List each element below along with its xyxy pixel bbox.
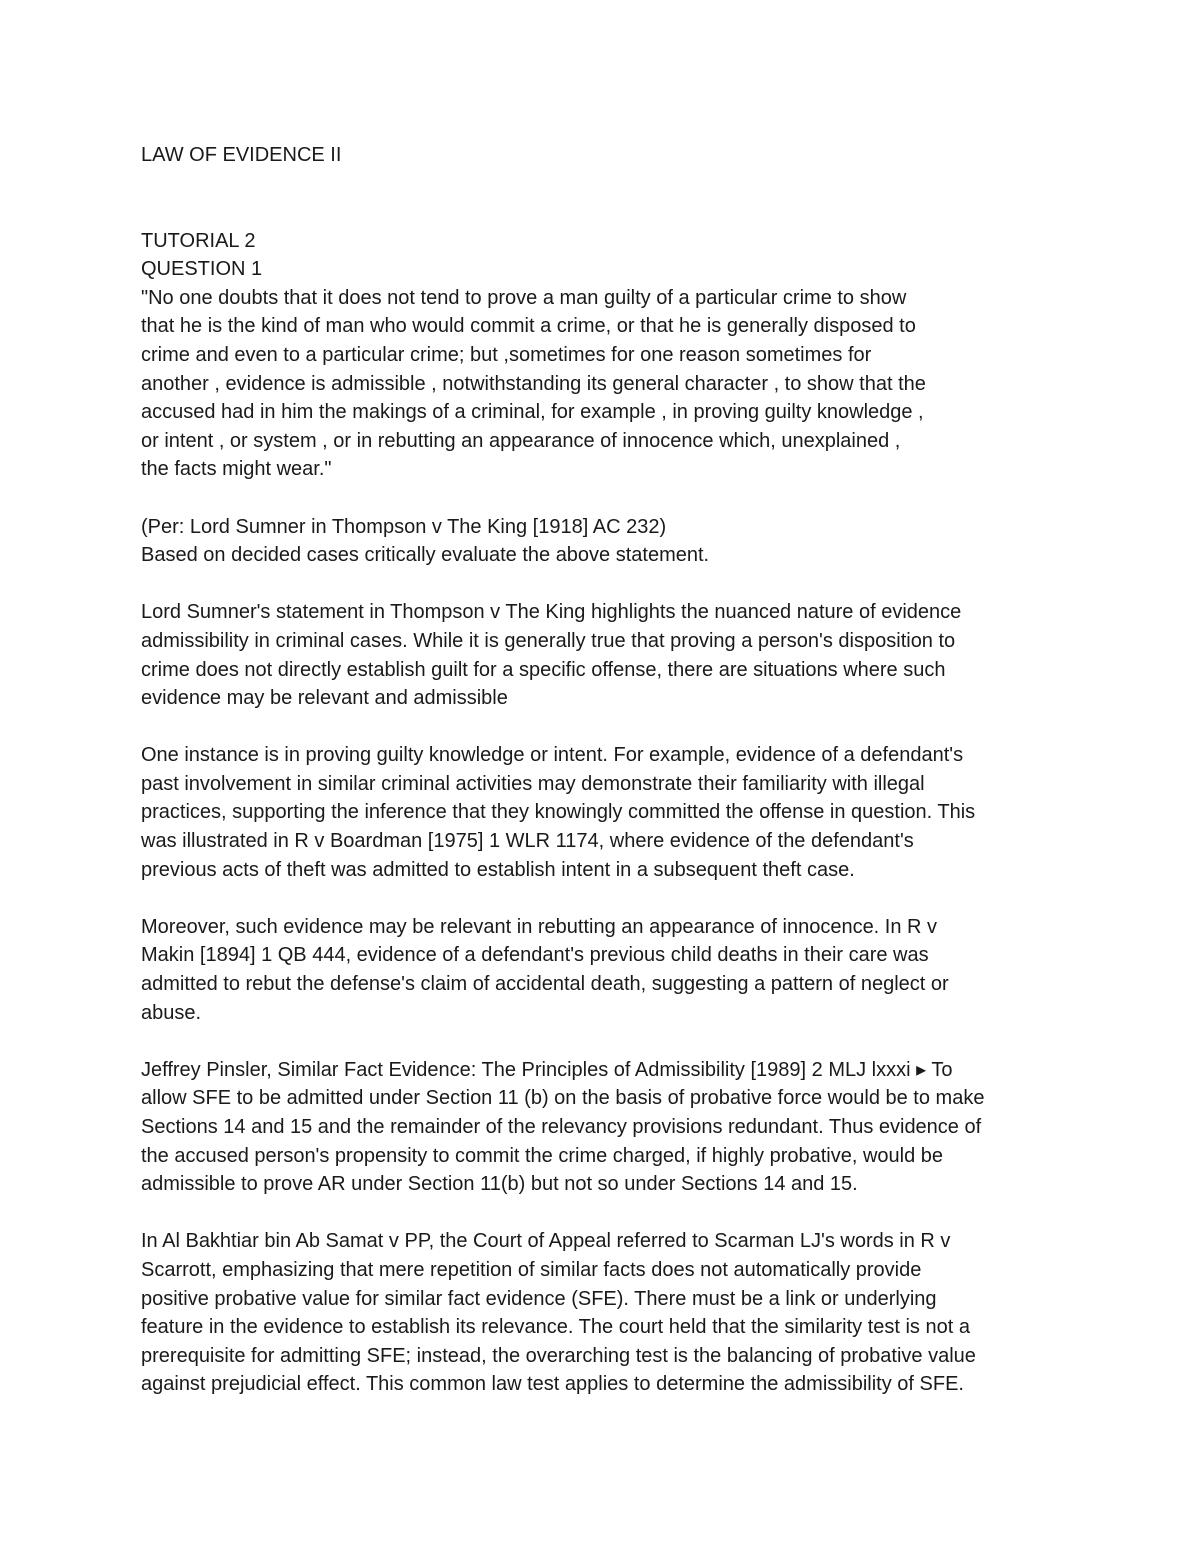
paragraph-line: past involvement in similar criminal activities may demonstrate their familiarity with illegal xyxy=(141,772,925,795)
quote-line: crime and even to a particular crime; but ,sometimes for one reason sometimes for xyxy=(141,343,872,366)
quote-line: another , evidence is admissible , notwithstanding its general character , to show that the xyxy=(141,372,926,395)
paragraph-line: Scarrott, emphasizing that mere repetition of similar facts does not automatically provide xyxy=(141,1258,922,1281)
paragraph xyxy=(141,1227,1071,1399)
paragraph-line: feature in the evidence to establish its relevance. The court held that the similarity test is not a xyxy=(141,1316,970,1339)
spacer xyxy=(141,713,1071,742)
paragraph-line: Moreover, such evidence may be relevant in rebutting an appearance of innocence. In R v xyxy=(141,915,938,938)
document-title: LAW OF EVIDENCE II xyxy=(141,144,342,166)
paragraph xyxy=(141,598,1071,712)
paragraph-line: allow SFE to be admitted under Section 11 (b) on the basis of probative force would be to make xyxy=(141,1087,985,1110)
quote-line: the facts might wear." xyxy=(141,458,332,481)
paragraph-line: abuse. xyxy=(141,1001,202,1024)
paragraph xyxy=(141,741,1071,884)
paragraph xyxy=(141,913,1071,1027)
spacer xyxy=(141,1027,1071,1056)
paragraph-line: evidence may be relevant and admissible xyxy=(141,687,508,710)
quote-block xyxy=(141,284,1071,484)
paragraph-line: In Al Bakhtiar bin Ab Samat v PP, the Court of Appeal referred to Scarman LJ's words in R v xyxy=(141,1230,951,1253)
paragraph-line: practices, supporting the inference that they knowingly committed the offense in question. This xyxy=(141,801,976,824)
paragraph-line: One instance is in proving guilty knowledge or intent. For example, evidence of a defendant's xyxy=(141,744,964,767)
paragraph-line: admissible to prove AR under Section 11(b) but not so under Sections 14 and 15. xyxy=(141,1173,858,1196)
spacer xyxy=(141,1199,1071,1228)
tutorial-heading: TUTORIAL 2 xyxy=(141,229,256,252)
paragraph-line: was illustrated in R v Boardman [1975] 1 WLR 1174, where evidence of the defendant's xyxy=(141,830,914,853)
document-page xyxy=(141,141,1071,1399)
paragraph-line: previous acts of theft was admitted to establish intent in a subsequent theft case. xyxy=(141,858,855,881)
spacer xyxy=(141,570,1071,599)
paragraph-line: Makin [1894] 1 QB 444, evidence of a defendant's previous child deaths in their care was xyxy=(141,944,929,967)
paragraph-line: the accused person's propensity to commit the crime charged, if highly probative, would be xyxy=(141,1144,944,1167)
citation-line: (Per: Lord Sumner in Thompson v The King [1918] AC 232) xyxy=(141,515,667,538)
quote-line: "No one doubts that it does not tend to prove a man guilty of a particular crime to show xyxy=(141,286,907,309)
quote-line: accused had in him the makings of a criminal, for example , in proving guilty knowledge , xyxy=(141,401,924,424)
paragraph-line: positive probative value for similar fact evidence (SFE). There must be a link or underlying xyxy=(141,1287,937,1310)
citation-block xyxy=(141,513,1071,570)
paragraph-line: prerequisite for admitting SFE; instead, the overarching test is the balancing of probative value xyxy=(141,1344,976,1367)
paragraph-line: Sections 14 and 15 and the remainder of the relevancy provisions redundant. Thus evidence of xyxy=(141,1116,982,1138)
spacer xyxy=(141,170,1071,227)
paragraph-line: admitted to rebut the defense's claim of accidental death, suggesting a pattern of neglect or xyxy=(141,973,949,996)
paragraph-line: admissibility in criminal cases. While it is generally true that proving a person's disposition to xyxy=(141,629,956,652)
question-heading: QUESTION 1 xyxy=(141,258,263,281)
paragraph-line: Lord Sumner's statement in Thompson v The King highlights the nuanced nature of evidence xyxy=(141,601,962,624)
quote-line: that he is the kind of man who would commit a crime, or that he is generally disposed to xyxy=(141,315,916,338)
quote-line: or intent , or system , or in rebutting an appearance of innocence which, unexplained , xyxy=(141,429,901,452)
spacer xyxy=(141,884,1071,913)
instruction-line: Based on decided cases critically evaluate the above statement. xyxy=(141,544,710,567)
paragraph-line: against prejudicial effect. This common law test applies to determine the admissibility of SFE. xyxy=(141,1373,964,1396)
paragraph-line: Jeffrey Pinsler, Similar Fact Evidence: The Principles of Admissibility [1989] 2 MLJ lxxxi ▸ To xyxy=(141,1058,953,1081)
spacer xyxy=(141,484,1071,513)
paragraph xyxy=(141,1056,1071,1199)
paragraph-line: crime does not directly establish guilt for a specific offense, there are situations where such xyxy=(141,658,946,681)
